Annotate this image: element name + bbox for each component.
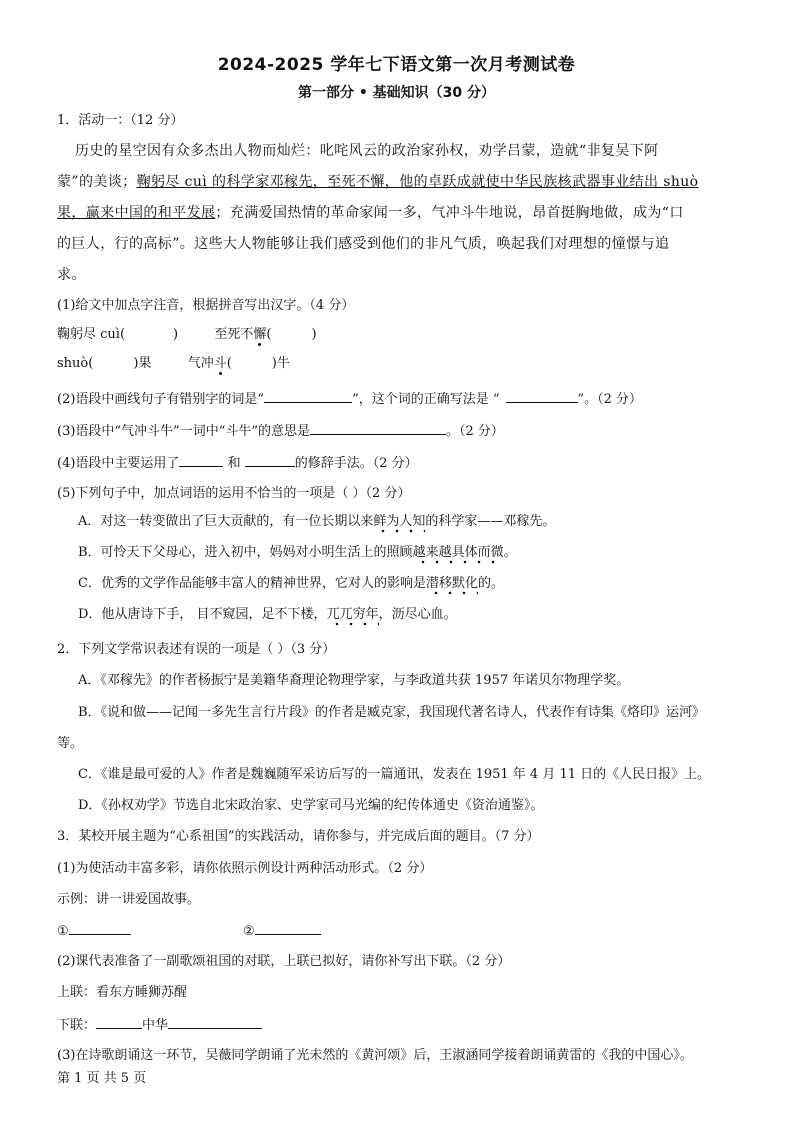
question-text: 和 xyxy=(227,456,241,471)
question-text: 的修辞手法。（2 分） xyxy=(294,456,418,471)
circled-number: ② xyxy=(242,924,255,939)
passage-text: 蒙”的美谈； xyxy=(57,174,137,190)
answer-blank[interactable] xyxy=(179,454,223,467)
dotted-char: 斗 xyxy=(213,356,227,371)
couplet-upper: 上联：看东方睡狮苏醒 xyxy=(57,985,188,1000)
q1-sub3 xyxy=(57,422,504,441)
q1-sub2 xyxy=(57,390,642,409)
q1-sub4 xyxy=(57,454,418,473)
dotted-char: 懈 xyxy=(253,327,267,342)
page-title: 2024-2025 学年七下语文第一次月考测试卷 xyxy=(217,55,576,75)
q3-sub2: (2)课代表准备了一副歌颂祖国的对联，上联已拟好，请你补写出下联。（2 分） xyxy=(57,954,511,969)
option-text: 的科学家——邓稼先。 xyxy=(425,514,556,529)
option-d[interactable] xyxy=(78,606,457,624)
char-item: 至死不 xyxy=(214,327,254,342)
answer-blank[interactable] xyxy=(255,922,321,935)
passage-line-2 xyxy=(57,173,699,191)
option-text: ，沥尽心血。 xyxy=(378,607,457,622)
option-text: A．对这一转变做出了巨大贡献的，有一位长期以来 xyxy=(78,514,374,529)
option-text: C．优秀的文学作品能够丰富人的精神世界，它对人的影响是 xyxy=(78,576,426,591)
paren: )牛 xyxy=(271,356,290,371)
couplet-lower xyxy=(57,1016,262,1035)
question-text: ”，这个词的正确写法是 “ xyxy=(352,392,500,407)
q2-option-b-cont: 等。 xyxy=(57,736,84,751)
q2-option-c[interactable]: C．《谁是最可爱的人》作者是魏巍随军采访后写的一篇通讯，发表在 1951 年 4 月 11 日的《人民日报》上。 xyxy=(78,767,711,782)
passage-line-4: 的巨人，行的高标”。这些大人物能够让我们感受到他们的非凡气质，唤起我们对理想的憧憬与追 xyxy=(57,236,670,252)
question-text: (4)语段中主要运用了 xyxy=(57,456,180,471)
option-text: D．他从唐诗下手， 目不窥园，足不下楼， xyxy=(78,607,327,622)
q3-sub1: (1)为使活动丰富多彩，请你依照示例设计两种活动形式。（2 分） xyxy=(57,861,433,876)
circled-number: ① xyxy=(57,924,69,939)
section-title: 第一部分 • 基础知识（30 分） xyxy=(297,85,496,101)
dotted-phrase: 兀兀穷年 xyxy=(327,607,379,626)
q1-heading: 1．活动一：（12 分） xyxy=(57,113,184,128)
q2-option-b[interactable]: B．《说和做——记闻一多先生言行片段》的作者是臧克家，我国现代著名诗人，代表作有诗集《烙印》运河》 xyxy=(78,705,706,720)
dotted-phrase: 越来越具体而微 xyxy=(413,545,504,564)
page-footer: 第 1 页 共 5 页 xyxy=(57,1071,147,1086)
underlined-sentence: 果，赢来中国的和平发展 xyxy=(57,205,216,221)
answer-blank[interactable] xyxy=(96,1016,142,1029)
answer-blank[interactable] xyxy=(245,454,295,467)
q2-option-d[interactable]: D．《孙权劝学》节选自北宋政治家、史学家司马光编的纪传体通史《资治通鉴》。 xyxy=(78,798,544,813)
passage-text: ；充满爱国热情的革命家闻一多，气冲斗牛地说，昂首挺胸地做，成为“口 xyxy=(215,205,684,221)
q1-sub1-items-row1 xyxy=(57,326,317,344)
passage-line-3 xyxy=(57,204,684,222)
dotted-phrase: 鲜为人知 xyxy=(373,514,425,533)
answer-blank[interactable] xyxy=(310,422,446,435)
q3-sub3: (3)在诗歌朗诵这一环节，吴薇同学朗诵了光未然的《黄河颂》后，王淑涵同学接着朗诵黄雷的《我的中国心》。 xyxy=(57,1048,693,1063)
question-text: (3)语段中“气冲斗牛”一词中“斗牛”的意思是 xyxy=(57,424,310,439)
q3-example: 示例：讲一讲爱国故事。 xyxy=(57,892,201,907)
q3-answer-row xyxy=(57,922,321,941)
option-b[interactable] xyxy=(78,544,517,562)
option-c[interactable] xyxy=(78,575,504,593)
passage-line-5: 求。 xyxy=(57,267,86,283)
paren: ( xyxy=(226,356,232,371)
answer-blank[interactable] xyxy=(506,390,578,403)
pinyin-item: shuò( xyxy=(57,356,94,371)
option-text: 的。 xyxy=(477,576,504,591)
paren: ) xyxy=(311,327,317,342)
option-a[interactable] xyxy=(78,513,555,531)
q1-sub5: (5)下列句子中，加点词语的运用不恰当的一项是（ ）（2 分） xyxy=(57,486,411,501)
answer-blank[interactable] xyxy=(264,390,352,403)
q3-heading: 3．某校开展主题为“心系祖国”的实践活动，请你参与，并完成后面的题目。（7 分） xyxy=(57,829,540,844)
answer-blank[interactable] xyxy=(168,1016,262,1029)
option-text: 。 xyxy=(503,545,517,560)
option-text: B．可怜天下父母心，进入初中，妈妈对小明生活上的照顾 xyxy=(78,545,413,560)
question-text: ”。（2 分） xyxy=(577,392,643,407)
q1-sub1-items-row2 xyxy=(57,355,290,373)
question-text: 。（2 分） xyxy=(446,424,504,439)
q2-heading: 2．下列文学常识表述有误的一项是（ ）（3 分） xyxy=(57,642,336,657)
q2-option-a[interactable]: A．《邓稼先》的作者杨振宁是美籍华裔理论物理学家，与李政道共获 1957 年诺贝尔物理学奖。 xyxy=(78,673,630,688)
q1-sub1: (1)给文中加点字注音，根据拼音写出汉字。（4 分） xyxy=(57,298,355,313)
dotted-phrase: 潜移默化 xyxy=(426,576,478,595)
paren: )果 xyxy=(133,356,152,371)
passage-line-1: 历史的星空因有众多杰出人物而灿烂：叱咤风云的政治家孙权，劝学吕蒙，造就“非复吴下阿 xyxy=(75,143,659,159)
paren: ) xyxy=(173,327,179,342)
couplet-text: 中华 xyxy=(142,1018,169,1033)
paren: ( xyxy=(266,327,272,342)
underlined-sentence: 鞠躬尽 cuì 的科学家邓稼先，至死不懈，他的卓跃成就使中华民族核武器事业结出 shuò xyxy=(136,174,699,190)
pinyin-item: 鞠躬尽 cuì( xyxy=(57,327,126,342)
question-text: (2)语段中画线句子有错别字的词是“ xyxy=(57,392,265,407)
char-item: 气冲 xyxy=(187,356,214,371)
couplet-label: 下联： xyxy=(57,1018,97,1033)
answer-blank[interactable] xyxy=(69,922,131,935)
